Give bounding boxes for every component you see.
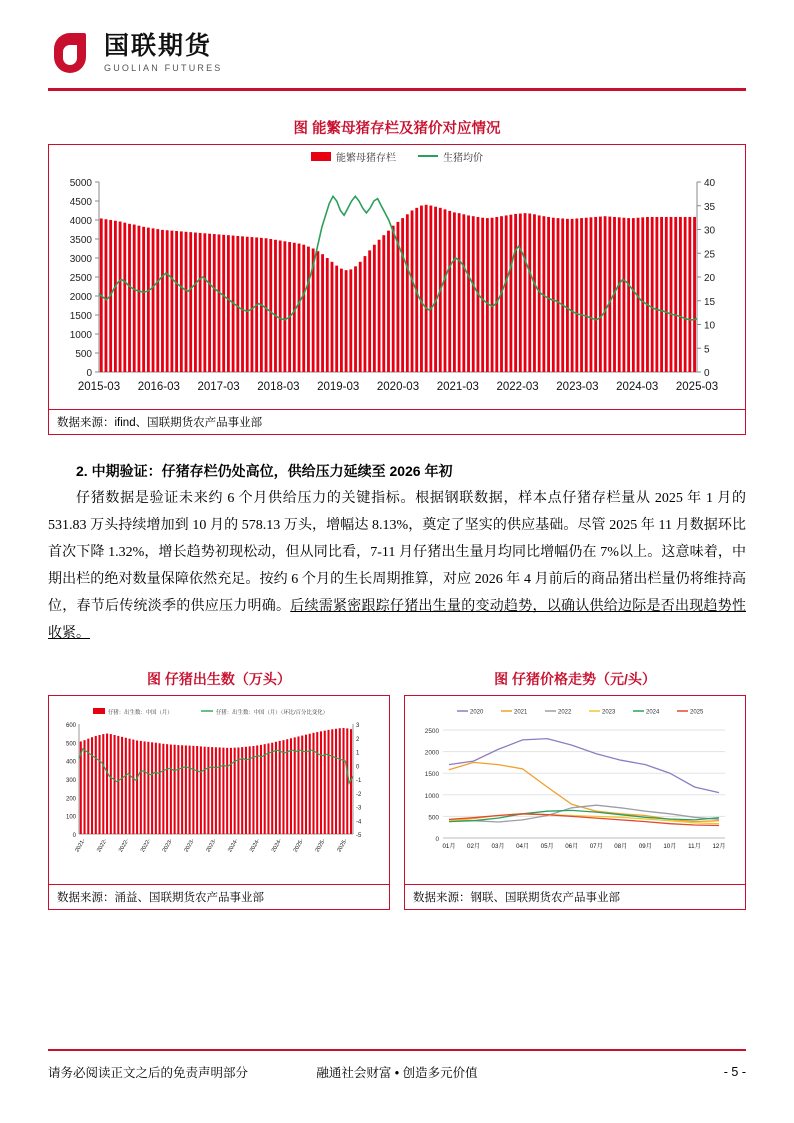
- svg-text:1: 1: [356, 750, 360, 756]
- legend-label: 生猪均价: [443, 152, 483, 164]
- page-footer: [48, 1063, 746, 1081]
- svg-text:2021-03: 2021-03: [436, 380, 479, 393]
- svg-text:仔猪：出生数：中国（月）（环比/百分比变化）: 仔猪：出生数：中国（月）（环比/百分比变化）: [216, 709, 329, 716]
- footer-page-number: - 5 -: [723, 1065, 746, 1079]
- svg-text:2021-: 2021-: [74, 837, 87, 853]
- dual-figure-row: [48, 669, 746, 910]
- svg-text:03月: 03月: [491, 842, 505, 850]
- header-divider: [48, 88, 746, 91]
- svg-text:-2: -2: [356, 791, 362, 798]
- figure3-col: [404, 669, 746, 910]
- svg-text:35: 35: [704, 201, 716, 213]
- svg-text:4000: 4000: [69, 215, 92, 227]
- figure3-box: [404, 695, 746, 910]
- figure1-legend: [49, 149, 745, 164]
- svg-text:08月: 08月: [614, 842, 628, 850]
- svg-text:3000: 3000: [69, 253, 92, 265]
- svg-text:600: 600: [65, 722, 76, 729]
- svg-text:0: 0: [86, 367, 92, 379]
- svg-text:-5: -5: [356, 832, 362, 839]
- logo-text: [104, 31, 223, 73]
- svg-text:4500: 4500: [69, 196, 92, 208]
- svg-text:仔猪：出生数：中国（月）: 仔猪：出生数：中国（月）: [108, 709, 173, 716]
- svg-text:2025-03: 2025-03: [675, 380, 719, 393]
- svg-text:200: 200: [65, 795, 76, 802]
- svg-text:2021: 2021: [514, 709, 528, 715]
- svg-text:1000: 1000: [69, 329, 92, 341]
- svg-text:12月: 12月: [712, 842, 726, 850]
- svg-text:2022: 2022: [558, 709, 572, 715]
- figure1-source: 数据来源：ifind、国联期货农产品事业部: [49, 409, 745, 434]
- figure1-box: [48, 144, 746, 435]
- figure3-title: 图 仔猪价格走势（元/头）: [494, 670, 656, 687]
- svg-text:2000: 2000: [69, 291, 92, 303]
- svg-text:40: 40: [704, 177, 716, 189]
- svg-text:0: 0: [435, 835, 439, 843]
- svg-text:2023-: 2023-: [183, 837, 196, 853]
- svg-text:2000: 2000: [424, 749, 439, 757]
- svg-text:2500: 2500: [69, 272, 92, 284]
- footer-disclaimer: 请务必阅读正文之后的免责声明部分: [48, 1066, 249, 1080]
- svg-text:500: 500: [75, 348, 92, 360]
- section-heading: 2. 中期验证：仔猪存栏仍处高位，供给压力延续至 2026 年初: [76, 462, 453, 479]
- svg-text:2024-03: 2024-03: [616, 380, 659, 393]
- svg-text:25: 25: [704, 248, 716, 260]
- svg-text:2025-: 2025-: [292, 837, 306, 853]
- legend-item: [311, 149, 396, 164]
- svg-text:2017-03: 2017-03: [197, 380, 240, 393]
- svg-text:2020: 2020: [470, 709, 484, 715]
- svg-text:2024: 2024: [646, 709, 660, 715]
- svg-text:2018-03: 2018-03: [257, 380, 300, 393]
- legend-swatch-bar-icon: [311, 152, 331, 161]
- svg-text:05月: 05月: [540, 842, 554, 850]
- svg-text:10: 10: [704, 320, 716, 331]
- company-name-cn: 国联期货: [104, 31, 213, 60]
- svg-text:500: 500: [428, 813, 439, 821]
- flame-logo-icon: [48, 30, 94, 76]
- svg-text:2023-: 2023-: [205, 837, 218, 853]
- svg-text:0: 0: [72, 832, 76, 839]
- svg-text:-1: -1: [356, 777, 362, 784]
- svg-text:10月: 10月: [663, 842, 677, 850]
- svg-text:2025-: 2025-: [336, 837, 349, 853]
- svg-text:2019-03: 2019-03: [317, 380, 360, 393]
- svg-text:2025: 2025: [690, 709, 704, 715]
- svg-text:2022-03: 2022-03: [496, 380, 539, 393]
- figure2-source: 数据来源：涌益、国联期货农产品事业部: [49, 884, 389, 909]
- figure3-source: 数据来源：钢联、国联期货农产品事业部: [405, 884, 745, 909]
- svg-text:2016-03: 2016-03: [137, 380, 180, 393]
- svg-text:2022-: 2022-: [139, 837, 153, 853]
- svg-text:500: 500: [65, 740, 76, 747]
- svg-text:07月: 07月: [589, 842, 603, 850]
- svg-text:2500: 2500: [424, 727, 439, 735]
- svg-text:300: 300: [65, 777, 76, 784]
- svg-text:06月: 06月: [565, 842, 579, 850]
- svg-text:2022-: 2022-: [96, 837, 109, 853]
- svg-text:09月: 09月: [638, 842, 652, 850]
- footer-slogan: 融通社会财富 • 创造多元价值: [316, 1066, 478, 1080]
- svg-text:1500: 1500: [424, 770, 439, 778]
- svg-text:15: 15: [704, 296, 716, 308]
- figure3-chart: [405, 696, 745, 884]
- svg-text:1500: 1500: [69, 310, 92, 322]
- svg-text:5: 5: [704, 343, 710, 355]
- svg-text:3: 3: [356, 722, 360, 729]
- figure2-chart: [49, 696, 389, 884]
- figure1-chart: [49, 166, 745, 409]
- svg-text:400: 400: [65, 759, 76, 766]
- svg-text:11月: 11月: [688, 842, 701, 850]
- svg-text:-3: -3: [356, 805, 362, 811]
- svg-text:-4: -4: [356, 818, 362, 825]
- svg-text:2022-: 2022-: [118, 837, 131, 853]
- svg-text:0: 0: [356, 763, 360, 770]
- legend-item: [418, 149, 483, 164]
- svg-text:20: 20: [704, 272, 716, 284]
- figure2-box: [48, 695, 390, 910]
- legend-label: 能繁母猪存栏: [336, 152, 396, 164]
- svg-text:2023-03: 2023-03: [556, 380, 599, 393]
- svg-text:01月: 01月: [442, 842, 456, 850]
- paragraph-part-plain: 仔猪数据是验证未来约 6 个月供给压力的关键指标。根据钢联数据，样本点仔猪存栏量从 2025 年 1 月的 531.83 万头持续增加到 10 月的 578.13 万头，增幅达 8.13%，奠定了坚实的供应基础。尽管 2025 年 11 月数据环比首次下降 1.32%，增长趋势初现松动，但从同比看，7-11 月仔猪出生量月均同比增幅仍在 7%以上。这意味着，中期出栏的绝对数量保障依然充足。按约 6 个月的生长周期推算，对应 2026 年 4 月前后的商品猪出栏量仍将维持高位，春节后传统淡季的供应压力明确。: [48, 490, 746, 614]
- svg-text:100: 100: [65, 814, 76, 821]
- svg-text:04月: 04月: [516, 842, 530, 850]
- svg-text:2: 2: [356, 736, 360, 743]
- svg-text:2020-03: 2020-03: [376, 380, 420, 393]
- svg-text:2024-: 2024-: [249, 837, 262, 853]
- svg-text:2023: 2023: [602, 709, 616, 715]
- legend-swatch-line-icon: [418, 155, 438, 157]
- svg-text:3500: 3500: [69, 234, 92, 246]
- svg-text:0: 0: [704, 367, 710, 379]
- paragraph-part-underlined: 后续需紧密跟踪仔猪出生量的变动趋势，以确认供给边际是否出现趋势性收紧。: [48, 598, 746, 641]
- svg-text:1000: 1000: [424, 792, 439, 800]
- svg-text:2024-: 2024-: [270, 837, 284, 853]
- svg-text:2023-: 2023-: [161, 837, 175, 853]
- svg-text:5000: 5000: [69, 177, 92, 189]
- svg-text:2015-03: 2015-03: [77, 380, 121, 393]
- figure2-title: 图 仔猪出生数（万头）: [147, 670, 291, 687]
- svg-text:02月: 02月: [467, 842, 481, 850]
- company-name-en: GUOLIAN FUTURES: [104, 62, 223, 73]
- figure1-title: 图 能繁母猪存栏及猪价对应情况: [293, 120, 501, 137]
- section-paragraph: [48, 485, 746, 647]
- page-header: [48, 0, 746, 84]
- footer-divider: [48, 1049, 746, 1051]
- svg-text:30: 30: [704, 225, 716, 236]
- svg-text:2024-: 2024-: [227, 837, 240, 853]
- figure2-col: [48, 669, 390, 910]
- svg-text:2025-: 2025-: [314, 837, 327, 853]
